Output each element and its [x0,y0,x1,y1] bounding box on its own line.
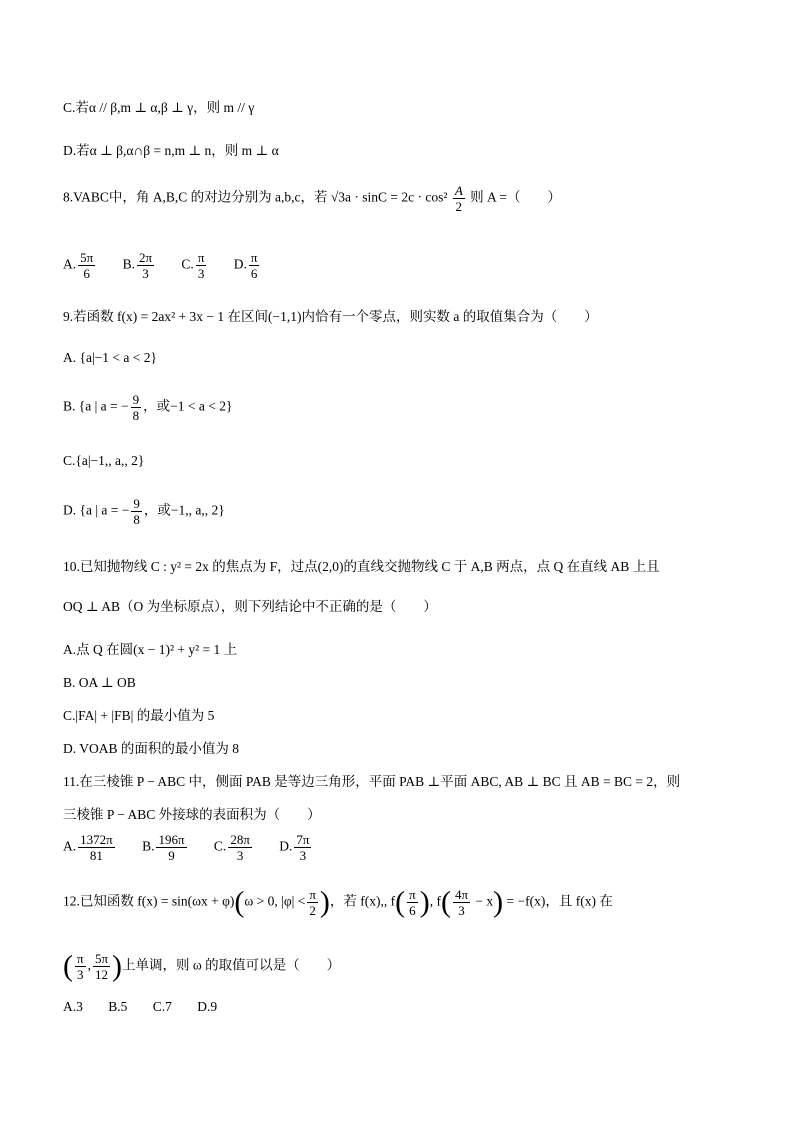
q10-stem-line2: OQ ⊥ AB（O 为坐标原点），则下列结论中不正确的是（ ） [63,599,437,614]
q10-option-a: A.点 Q 在圆(x − 1)² + y² = 1 上 [63,642,238,657]
q7-option-c: C.若α // β,m ⊥ α,β ⊥ γ，则 m // γ [63,100,255,115]
q9-option-a: A. {a|−1 < a < 2} [63,350,157,365]
q11-options [63,832,335,863]
q12-stem-line1: 12.已知函数 f(x) = sin(ωx + φ)(ω > 0, |φ| < $\frac{\pi}{2}$ )，若 f(x),, f( $\frac{\pi}{6}$ ), f( $\frac{4\pi}{3}$ − x) = −f(x)，且 f(x) 在 [63,885,613,919]
q10-stem-line1: 10.已知抛物线 C : y² = 2x 的焦点为 F，过点(2,0)的直线交抛物线 C 于 A,B 两点，点 Q 在直线 AB 上且 [63,559,660,574]
q12-option-d: D.9 [197,999,218,1014]
q8-option-d: D. $\frac{\pi}{6}$ [233,250,258,281]
q8-option-b: B. $\frac{2\pi}{3}$ [122,250,153,281]
q8-options [63,250,283,281]
q9-option-d: D. {a | a = − $\frac{9}{8}$ ，或−1,, a,, 2} [63,496,225,527]
q8-option-a: A. $\frac{5\pi}{6}$ [63,250,94,281]
q8-stem [63,183,561,214]
q10-option-b: B. OA ⊥ OB [63,675,136,690]
q11-option-b: B. $\frac{196\pi}{9}$ [142,832,185,863]
q11-stem-line1: 11.在三棱锥 P − ABC 中，侧面 PAB 是等边三角形，平面 PAB ⊥平面 ABC, AB ⊥ BC 且 AB = BC = 2，则 [63,774,681,789]
q12-stem-line2: ( $\frac{\pi}{3}$ , $\frac{5\pi}{12}$ )上单调，则 ω 的取值可以是（ ） [63,949,341,983]
q7-option-d: D.若α ⊥ β,α∩β = n,m ⊥ n，则 m ⊥ α [63,143,279,158]
q11-option-c: C. $\frac{28\pi}{3}$ [213,832,250,863]
q9-option-c: C.{a|−1,, a,, 2} [63,453,145,468]
q11-option-d: D. $\frac{7\pi}{3}$ [279,832,310,863]
q12-option-c: C.7 [152,999,172,1014]
q12-option-b: B.5 [108,999,128,1014]
q8-option-c: C. $\frac{\pi}{3}$ [181,250,205,281]
q12-options [63,997,239,1017]
q8-stem-fraction: $\frac{A}{2}$ [454,183,463,214]
q9-option-b: B. {a | a = − $\frac{9}{8}$ ，或−1 < a < 2} [63,392,233,423]
q10-option-c: C.|FA| + |FB| 的最小值为 5 [63,708,215,723]
q8-stem-tail: 则 A =（ ） [470,189,562,205]
q8-stem-text: 8.VABC中，角 A,B,C 的对边分别为 a,b,c，若 √3a · sinC = 2c · cos² [63,189,448,205]
q11-option-a: A. $\frac{1372\pi}{81}$ [63,832,113,863]
q11-stem-line2: 三棱锥 P − ABC 外接球的表面积为（ ） [63,807,321,822]
q10-option-d: D. VOAB 的面积的最小值为 8 [63,741,240,756]
q12-option-a: A.3 [63,999,83,1014]
q9-stem: 9.若函数 f(x) = 2ax² + 3x − 1 在区间(−1,1)内恰有一个零点，则实数 a 的取值集合为（ ） [63,309,598,324]
